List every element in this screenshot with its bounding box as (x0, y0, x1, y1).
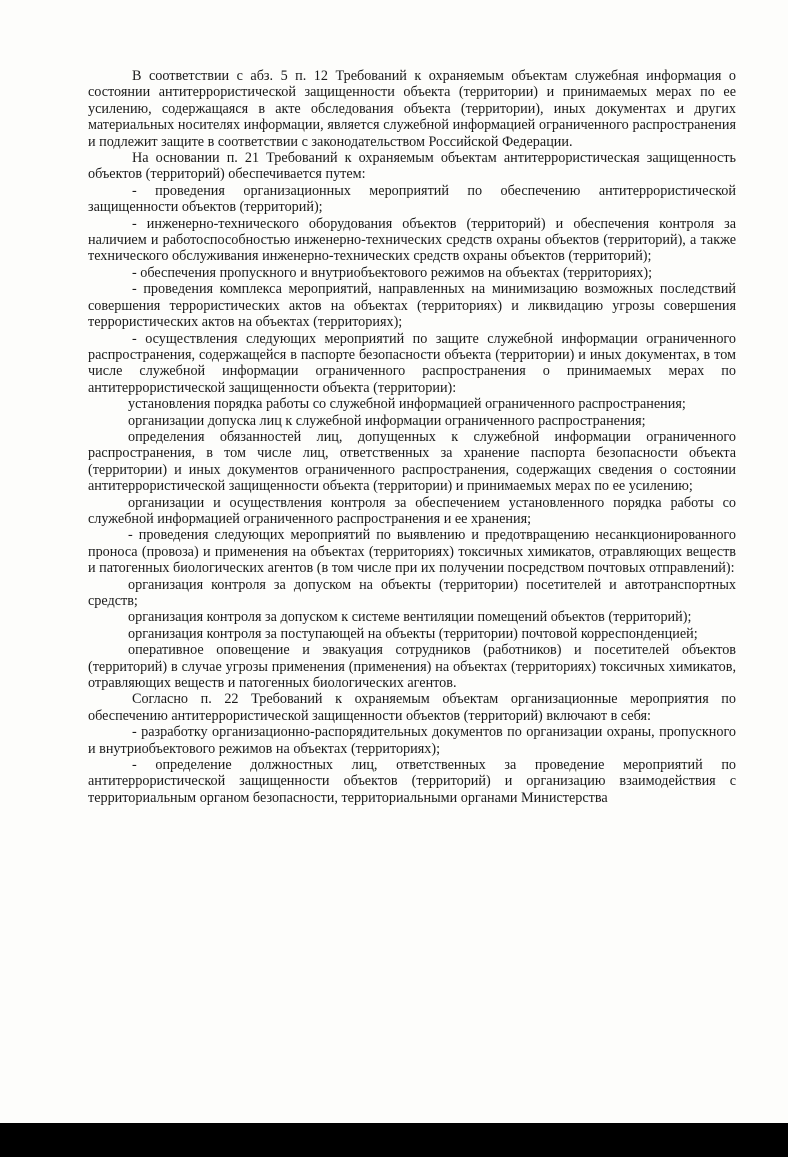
sub-item: организация контроля за поступающей на объекты (территории) почтовой корреспонденцией; (128, 625, 698, 642)
list-item: - осуществления следующих мероприятий по защите служебной информации ограниченного распространения, содержащейся в паспорте безопасности объекта (территории) и иных документах, в том числе служебной информации ограниченного распространения о принимаемых мерах по антитеррористической защищенности объекта (территории): (88, 330, 736, 396)
list-item: - определение должностных лиц, ответственных за проведение мероприятий по антитеррористической защищенности объектов (территорий) и организацию взаимодействия с территориальным органом безопасности, территориальными органами Министерства (88, 757, 736, 806)
paragraph: На основании п. 21 Требований к охраняемым объектам антитеррористическая защищенность объектов (территорий) обеспечивается путем: (88, 150, 736, 183)
paragraph: Согласно п. 22 Требований к охраняемым объектам организационные мероприятия по обеспечению антитеррористической защищенности объектов (территорий) включают в себя: (88, 691, 736, 724)
list-item: - проведения комплекса мероприятий, направленных на минимизацию возможных последствий совершения террористических актов на объектах (территориях) и ликвидацию угрозы совершения террористических актов на объектах (территориях); (88, 281, 736, 331)
list-item: - разработку организационно-распорядительных документов по организации охраны, пропускного и внутриобъектового режимов на объектах (территориях); (88, 724, 736, 757)
list-item: - проведения следующих мероприятий по выявлению и предотвращению несанкционированного проноса (провоза) и применения на объектах (территориях) токсичных химикатов, отравляющих веществ и патогенных биологических агентов (в том числе при их получении посредством почтовых отправлений): (88, 527, 736, 577)
list-item: - инженерно-технического оборудования объектов (территорий) и обеспечения контроля за наличием и работоспособностью инженерно-технических средств охраны объектов (территорий), а также технического обслуживания инженерно-технических средств охраны объектов (территорий); (88, 215, 736, 265)
document-body (88, 68, 736, 806)
sub-item: определения обязанностей лиц, допущенных к служебной информации ограниченного распространения, в том числе лиц, ответственных за хранение паспорта безопасности объекта (территории) и иных документов ограниченного распространения, содержащих сведения о состоянии антитеррористической защищенности объекта (территории) и принимаемых мерах по ее усилению; (88, 428, 736, 495)
sub-item: организации допуска лиц к служебной информации ограниченного распространения; (128, 412, 646, 429)
sub-item: установления порядка работы со служебной информацией ограниченного распространения; (128, 396, 686, 413)
sub-item: организация контроля за допуском к системе вентиляции помещений объектов (территорий); (128, 609, 692, 626)
scan-border (0, 1123, 788, 1157)
list-item: - обеспечения пропускного и внутриобъектового режимов на объектах (территориях); (132, 264, 653, 281)
list-item: - проведения организационных мероприятий по обеспечению антитеррористической защищенности объектов (территорий); (88, 182, 736, 216)
sub-item: оперативное оповещение и эвакуация сотрудников (работников) и посетителей объектов (территорий) в случае угрозы применения (применения) на объектах (территориях) токсичных химикатов, отравляющих веществ и патогенных биологических агентов. (88, 642, 736, 692)
paragraph: В соответствии с абз. 5 п. 12 Требований к охраняемым объектам служебная информация о состоянии антитеррористической защищенности объекта (территории) и принимаемых мерах по ее усилению, содержащаяся в акте обследования объекта (территории), иных документах и других материальных носителях информации, является служебной информацией ограниченного распространения и подлежит защите в соответствии с законодательством Российской Федерации. (88, 68, 736, 150)
sub-item: организация контроля за допуском на объекты (территории) посетителей и автотранспортных средств; (88, 576, 736, 609)
sub-item: организации и осуществления контроля за обеспечением установленного порядка работы со служебной информацией ограниченного распространения и ее хранения; (88, 494, 736, 527)
